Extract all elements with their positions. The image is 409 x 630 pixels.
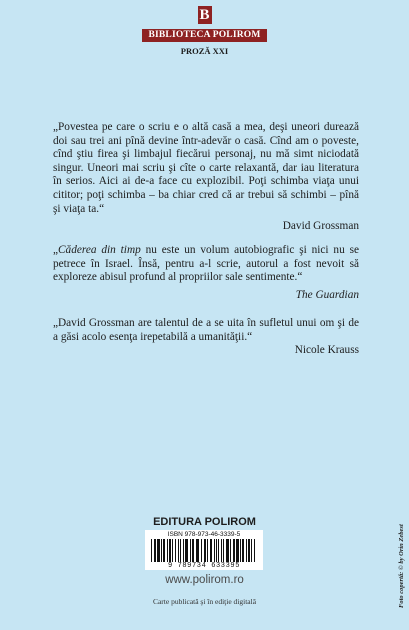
- isbn-label: ISBN 978-973-46-3339-5: [167, 531, 241, 538]
- quote-author: David Grossman: [282, 220, 359, 233]
- quote-body: nu este un volum autobiografic şi nici nu se petrece în Israel. Însă, pentru a-l scrie, autorul a fost nevoit să exploreze abisul profund al propriilor sale sentimente.“: [53, 244, 360, 284]
- website-link[interactable]: www.polirom.ro: [165, 574, 244, 586]
- barcode-digits: 9 789734 633395: [167, 562, 240, 570]
- quote-text: „David Grossman are talentul de a se uita în sufletul unui om şi de a găsi acolo esenţa irepetabilă a umanităţii.“: [53, 317, 359, 343]
- barcode: [145, 530, 263, 570]
- photo-credit: Foto copertă: © by Orin Zebest: [398, 524, 405, 608]
- logo-emblem: B: [199, 7, 210, 23]
- quote-text: „Povestea pe care o scriu e o altă casă a mea, deşi uneori durează doi sau trei ani pînă devine într-adevăr o casă. Cînd am o poveste, cînd ştiu firea şi limbajul fiecărui personaj, nu mă simt niciodată singur. Uneori mai scriu şi cîte o carte relaxantă, dar iau literatura în serios. Aici ai de-a face cu explozibil. Poţi schimba viaţa unui cititor; poţi schimba – ba chiar cred că ar trebui să schimbi – pînă şi viaţa ta.“: [53, 121, 359, 215]
- collection-name: PROZĂ XXI: [180, 46, 229, 56]
- digital-edition-note: Carte publicată şi în ediţie digitală: [152, 597, 257, 606]
- publisher-logo: [0, 6, 409, 56]
- book-title: Căderea din timp: [58, 244, 141, 256]
- quote-grossman: [53, 121, 359, 233]
- quote-text: [53, 244, 359, 285]
- quote-krauss: [53, 317, 359, 357]
- publisher-name: EDITURA POLIROM: [153, 516, 256, 528]
- series-name: BIBLIOTECA POLIROM: [142, 29, 266, 42]
- barcode-icon: [151, 539, 257, 562]
- quote-guardian: [53, 244, 359, 302]
- quote-author: The Guardian: [295, 288, 359, 301]
- open-quote: „: [53, 244, 59, 256]
- quote-author: Nicole Krauss: [294, 344, 359, 357]
